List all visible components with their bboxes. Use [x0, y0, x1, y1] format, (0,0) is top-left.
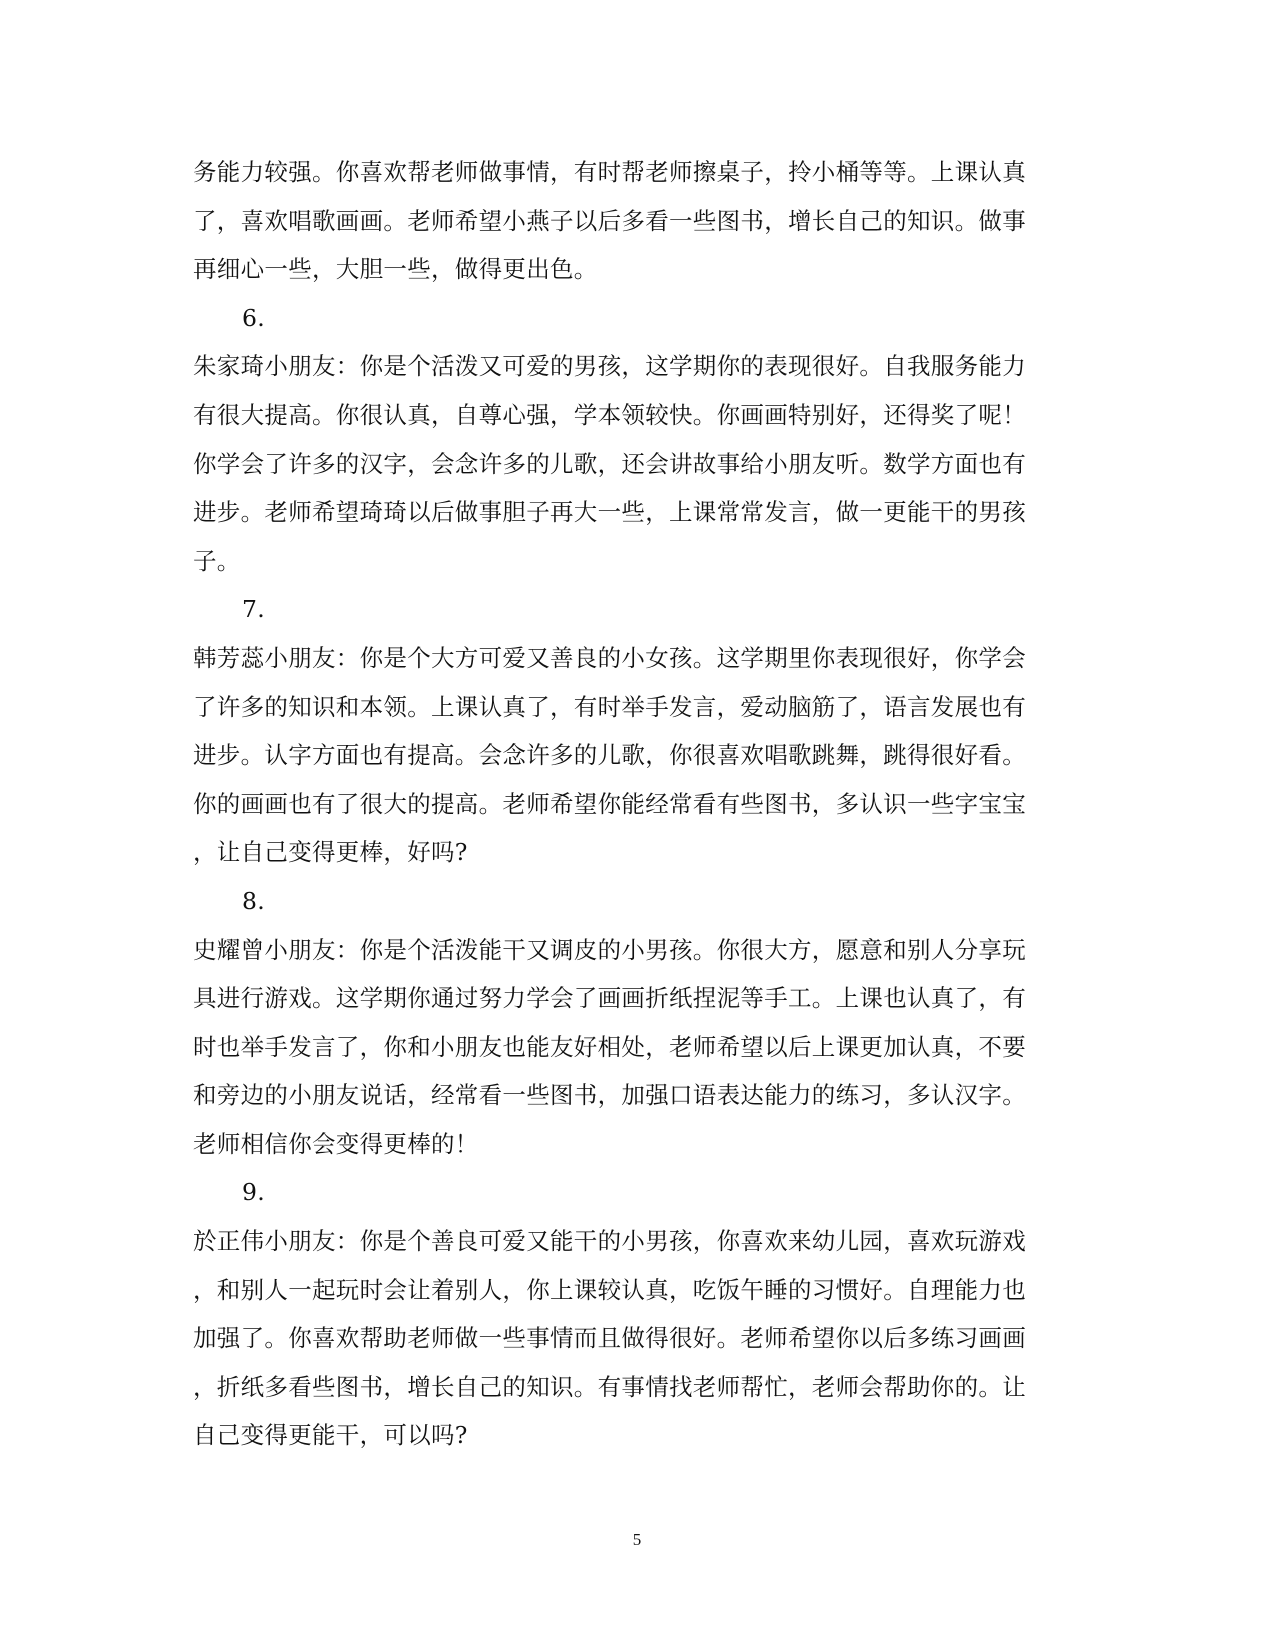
text-line: 史耀曾小朋友：你是个活泼能干又调皮的小男孩。你很大方，愿意和别人分享玩 — [193, 935, 1026, 964]
text-line: ，和别人一起玩时会让着别人，你上课较认真，吃饭午睡的习惯好。自理能力也 — [193, 1275, 1026, 1304]
item-number: 9. — [242, 1178, 266, 1207]
page-content — [193, 148, 1073, 1460]
text-line: 韩芳蕊小朋友：你是个大方可爱又善良的小女孩。这学期里你表现很好，你学会 — [193, 643, 1026, 672]
text-line: 时也举手发言了，你和小朋友也能友好相处，老师希望以后上课更加认真，不要 — [193, 1032, 1026, 1061]
page-number: 5 — [632, 1530, 642, 1549]
text-line: ，折纸多看些图书，增长自己的知识。有事情找老师帮忙，老师会帮助你的。让 — [193, 1372, 1026, 1401]
text-line: 具进行游戏。这学期你通过努力学会了画画折纸捏泥等手工。上课也认真了，有 — [193, 984, 1026, 1013]
text-line: 再细心一些，大胆一些，做得更出色。 — [193, 255, 598, 284]
text-line: 和旁边的小朋友说话，经常看一些图书，加强口语表达能力的练习，多认汉字。 — [193, 1081, 1026, 1110]
text-line: 自己变得更能干，可以吗? — [193, 1421, 468, 1450]
text-line: 务能力较强。你喜欢帮老师做事情，有时帮老师擦桌子，拎小桶等等。上课认真 — [193, 158, 1026, 186]
text-line: 於正伟小朋友：你是个善良可爱又能干的小男孩，你喜欢来幼儿园，喜欢玩游戏 — [193, 1227, 1026, 1256]
text-line: ，让自己变得更棒，好吗? — [193, 838, 468, 867]
item-number: 6. — [242, 303, 266, 332]
text-line: 了许多的知识和本领。上课认真了，有时举手发言，爱动脑筋了，语言发展也有 — [193, 692, 1026, 721]
item-number: 7. — [242, 595, 266, 624]
text-line: 子。 — [193, 546, 241, 575]
text-line: 老师相信你会变得更棒的！ — [193, 1129, 479, 1158]
text-line: 有很大提高。你很认真，自尊心强，学本领较快。你画画特别好，还得奖了呢！ — [193, 400, 1026, 429]
text-line: 加强了。你喜欢帮助老师做一些事情而且做得很好。老师希望你以后多练习画画 — [193, 1324, 1026, 1353]
text-line: 进步。老师希望琦琦以后做事胆子再大一些，上课常常发言，做一更能干的男孩 — [193, 498, 1026, 527]
text-line: 你学会了许多的汉字，会念许多的儿歌，还会讲故事给小朋友听。数学方面也有 — [193, 449, 1026, 478]
text-line: 你的画画也有了很大的提高。老师希望你能经常看有些图书，多认识一些字宝宝 — [193, 789, 1026, 818]
item-number: 8. — [242, 886, 266, 915]
text-line: 朱家琦小朋友：你是个活泼又可爱的男孩，这学期你的表现很好。自我服务能力 — [193, 352, 1026, 381]
text-line: 进步。认字方面也有提高。会念许多的儿歌，你很喜欢唱歌跳舞，跳得很好看。 — [193, 741, 1026, 770]
text-line: 了，喜欢唱歌画画。老师希望小燕子以后多看一些图书，增长自己的知识。做事 — [193, 206, 1026, 235]
